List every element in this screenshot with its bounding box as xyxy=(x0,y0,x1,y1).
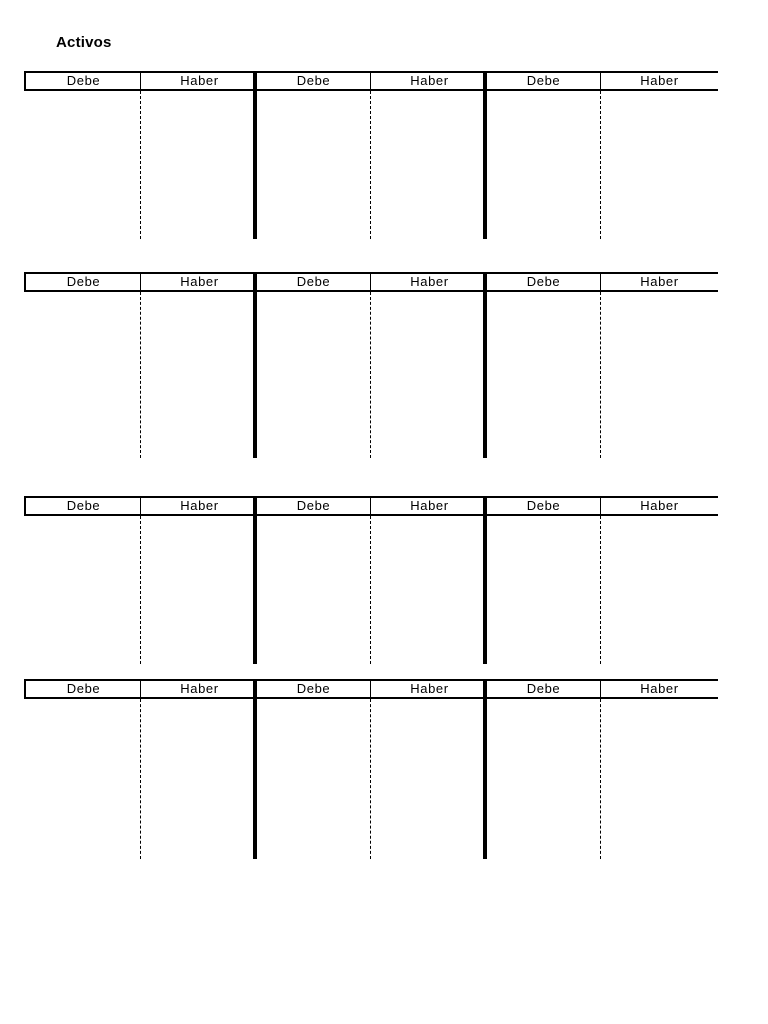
header-divider xyxy=(370,274,371,290)
ledger-header-debe: Debe xyxy=(526,681,561,696)
header-divider xyxy=(600,73,601,89)
ledger-header-haber: Haber xyxy=(180,681,219,696)
ledger-header-debe: Debe xyxy=(526,274,561,289)
debe-haber-divider xyxy=(600,91,601,239)
ledger-block xyxy=(24,71,716,239)
ledger-header-haber: Haber xyxy=(180,73,219,88)
ledger-block xyxy=(24,272,716,458)
account-divider xyxy=(253,71,257,239)
account-divider xyxy=(483,71,487,239)
page-title: Activos xyxy=(56,34,112,51)
ledger-header-haber: Haber xyxy=(410,73,449,88)
ledger-header-debe: Debe xyxy=(66,73,101,88)
ledger-header-debe: Debe xyxy=(66,274,101,289)
ledger-header-debe: Debe xyxy=(296,73,331,88)
header-divider xyxy=(140,73,141,89)
account-divider xyxy=(253,272,257,458)
debe-haber-divider xyxy=(140,699,141,859)
ledger-header-haber: Haber xyxy=(180,498,219,513)
debe-haber-divider xyxy=(140,292,141,458)
account-divider xyxy=(253,679,257,859)
header-divider xyxy=(600,498,601,514)
account-divider xyxy=(483,272,487,458)
header-divider xyxy=(370,73,371,89)
ledger-block xyxy=(24,679,716,859)
debe-haber-divider xyxy=(370,699,371,859)
header-divider xyxy=(370,681,371,697)
account-divider xyxy=(483,496,487,664)
account-divider xyxy=(483,679,487,859)
ledger-header-haber: Haber xyxy=(640,498,679,513)
ledger-header-debe: Debe xyxy=(296,274,331,289)
header-divider xyxy=(140,681,141,697)
ledger-header-debe: Debe xyxy=(66,498,101,513)
ledger-header-row xyxy=(24,71,718,91)
ledger-header-row xyxy=(24,679,718,699)
ledger-header-debe: Debe xyxy=(296,498,331,513)
ledger-header-debe: Debe xyxy=(526,73,561,88)
debe-haber-divider xyxy=(140,91,141,239)
ledger-header-debe: Debe xyxy=(296,681,331,696)
header-divider xyxy=(370,498,371,514)
header-divider xyxy=(600,274,601,290)
ledger-header-haber: Haber xyxy=(640,681,679,696)
ledger-header-row xyxy=(24,272,718,292)
debe-haber-divider xyxy=(370,516,371,664)
ledger-block xyxy=(24,496,716,664)
ledger-header-haber: Haber xyxy=(410,681,449,696)
debe-haber-divider xyxy=(600,516,601,664)
header-divider xyxy=(600,681,601,697)
header-divider xyxy=(140,498,141,514)
debe-haber-divider xyxy=(600,699,601,859)
ledger-header-haber: Haber xyxy=(640,73,679,88)
ledger-header-row xyxy=(24,496,718,516)
header-divider xyxy=(140,274,141,290)
ledger-header-haber: Haber xyxy=(640,274,679,289)
ledger-header-haber: Haber xyxy=(410,498,449,513)
debe-haber-divider xyxy=(600,292,601,458)
account-divider xyxy=(253,496,257,664)
debe-haber-divider xyxy=(370,91,371,239)
debe-haber-divider xyxy=(140,516,141,664)
ledger-header-haber: Haber xyxy=(180,274,219,289)
ledger-header-debe: Debe xyxy=(526,498,561,513)
ledger-header-debe: Debe xyxy=(66,681,101,696)
ledger-header-haber: Haber xyxy=(410,274,449,289)
debe-haber-divider xyxy=(370,292,371,458)
